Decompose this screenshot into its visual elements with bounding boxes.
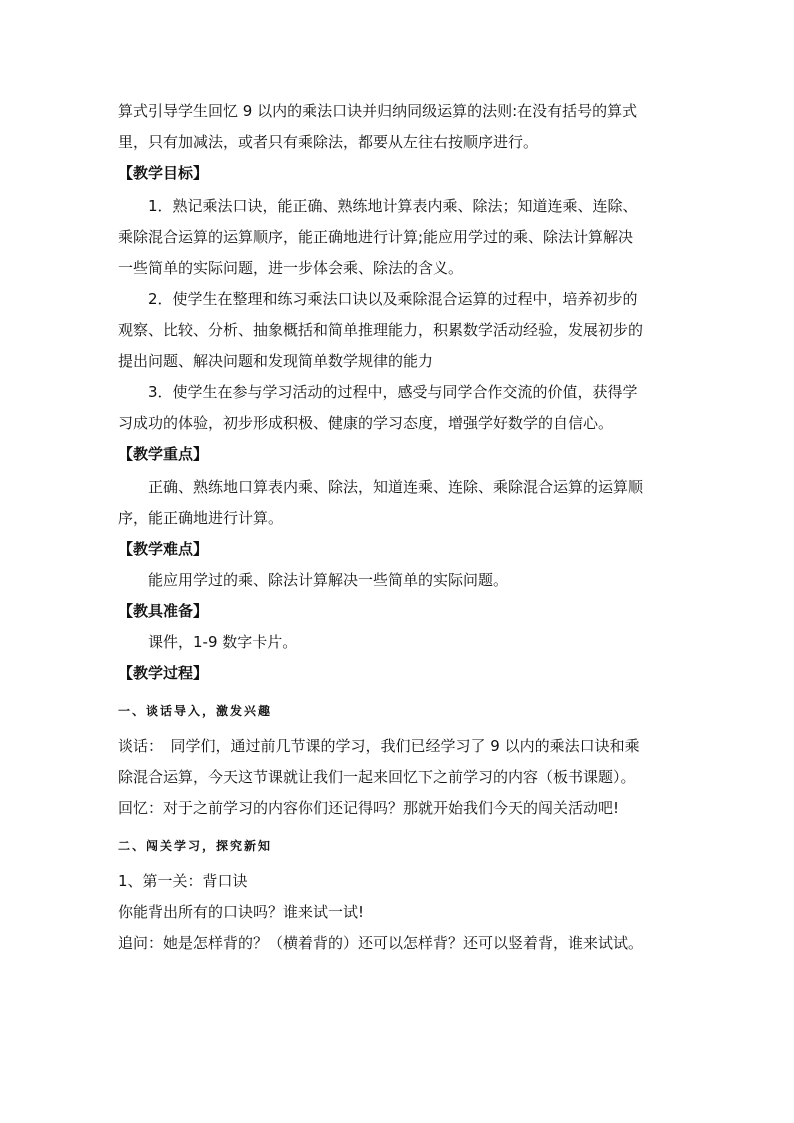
difficulty-text: 能应用学过的乘、除法计算解决一些简单的实际问题。 [148, 571, 509, 589]
section1-line-1: 谈话： 同学们，通过前几节课的学习，我们已经学习了 9 以内的乘法口诀和乘 [118, 737, 640, 755]
difficulty-heading: 【教学难点】 [118, 540, 209, 558]
section2-line-3: 追问：她是怎样背的？（横着背的）还可以怎样背？还可以竖着背，谁来试试。 [118, 934, 644, 952]
goal1-line-1: 1．熟记乘法口诀，能正确、熟练地计算表内乘、除法；知道连乘、连除、 [148, 197, 638, 215]
section1-heading: 一、谈话导入，激发兴趣 [118, 704, 273, 718]
intro-line-1: 算式引导学生回忆 9 以内的乘法口诀并归纳同级运算的法则:在没有括号的算式 [118, 102, 638, 120]
key-line-2: 序，能正确地进行计算。 [118, 509, 284, 527]
section2-heading: 二、闯关学习，探究新知 [118, 839, 273, 853]
key-line-1: 正确、熟练地口算表内乘、除法，知道连乘、连除、乘除混合运算的运算顺 [148, 478, 644, 496]
goal3-line-2: 习成功的体验，初步形成积极、健康的学习态度，增强学好数学的自信心。 [118, 414, 614, 432]
goal2-line-3: 提出问题、解决问题和发现简单数学规律的能力 [118, 352, 434, 370]
section1-line-2: 除混合运算，今天这节课就让我们一起来回忆下之前学习的内容（板书课题）。 [118, 768, 636, 786]
materials-text: 课件，1-9 数字卡片。 [148, 633, 298, 651]
section2-line-2: 你能背出所有的口诀吗？谁来试一试! [118, 903, 365, 921]
goal3-line-1: 3．使学生在参与学习活动的过程中，感受与同学合作交流的价值，获得学 [148, 383, 638, 401]
goal1-line-3: 一些简单的实际问题，进一步体会乘、除法的含义。 [118, 259, 464, 277]
goal2-line-1: 2．使学生在整理和练习乘法口诀以及乘除混合运算的过程中，培养初步的 [148, 290, 638, 308]
section1-line-3: 回忆：对于之前学习的内容你们还记得吗？那就开始我们今天的闯关活动吧! [118, 799, 620, 817]
section2-line-1: 1、第一关：背口诀 [118, 872, 248, 890]
goal2-line-2: 观察、比较、分析、抽象概括和简单推理能力，积累数学活动经验，发展初步的 [118, 321, 644, 339]
intro-line-2: 里，只有加减法，或者只有乘除法，都要从左往右按顺序进行。 [118, 133, 539, 151]
materials-heading: 【教具准备】 [118, 602, 209, 620]
goals-heading: 【教学目标】 [118, 164, 209, 182]
key-heading: 【教学重点】 [118, 445, 209, 463]
goal1-line-2: 乘除混合运算的运算顺序，能正确地进行计算;能应用学过的乘、除法计算解决 [118, 228, 634, 246]
process-heading: 【教学过程】 [118, 664, 209, 682]
